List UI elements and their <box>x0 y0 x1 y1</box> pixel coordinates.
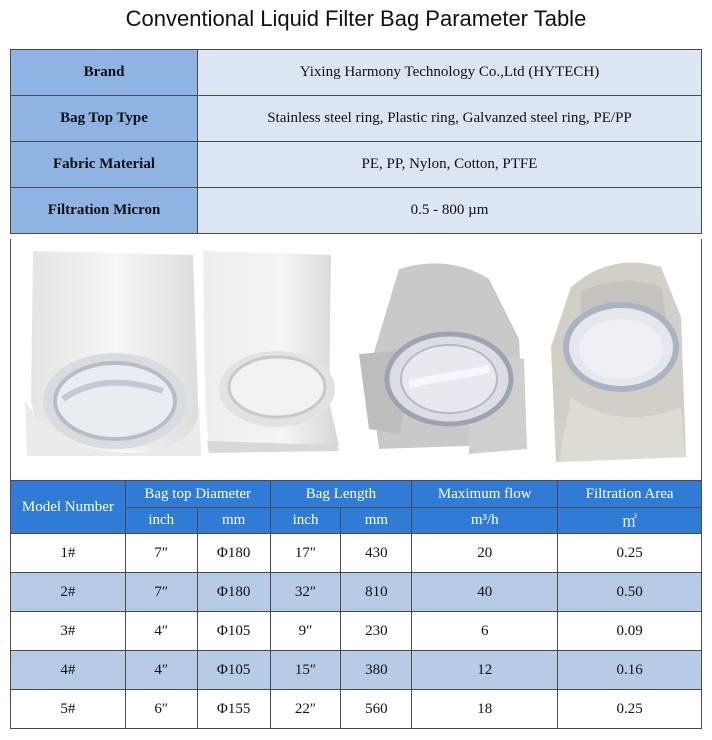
cell-flow: 12 <box>412 651 558 690</box>
col-header-model: Model Number <box>11 481 126 534</box>
cell-dia-mm: Φ155 <box>197 690 270 729</box>
spec-table <box>10 49 702 234</box>
spec-value: Stainless steel ring, Plastic ring, Galvanzed steel ring, PE/PP <box>198 96 702 142</box>
cell-model: 2# <box>11 573 126 612</box>
spec-key: Fabric Material <box>11 142 198 188</box>
cell-len-in: 15″ <box>270 651 341 690</box>
cell-model: 5# <box>11 690 126 729</box>
spec-value: 0.5 - 800 µm <box>198 188 702 234</box>
model-table <box>10 480 702 729</box>
cell-dia-in: 7″ <box>125 573 197 612</box>
spec-key: Brand <box>11 50 198 96</box>
cell-area: 0.25 <box>558 534 702 573</box>
table-row <box>11 612 702 651</box>
cell-model: 3# <box>11 612 126 651</box>
cell-model: 4# <box>11 651 126 690</box>
col-header-diameter: Bag top Diameter <box>125 481 270 508</box>
table-row <box>11 651 702 690</box>
cell-dia-mm: Φ180 <box>197 573 270 612</box>
cell-len-mm: 430 <box>341 534 412 573</box>
spec-row-brand <box>11 50 702 96</box>
cell-flow: 20 <box>412 534 558 573</box>
col-unit-inch: inch <box>125 508 197 534</box>
col-unit-area: ㎡ <box>558 508 702 534</box>
table-row <box>11 690 702 729</box>
cell-len-in: 9″ <box>270 612 341 651</box>
col-unit-mm: mm <box>197 508 270 534</box>
col-unit-flow: m³/h <box>412 508 558 534</box>
col-unit-mm: mm <box>341 508 412 534</box>
cell-model: 1# <box>11 534 126 573</box>
mesh-filter-bag-photo <box>359 259 534 469</box>
mesh-filter-bag-clear-ring-photo <box>541 257 691 472</box>
felt-filter-bag-plastic-ring-photo <box>199 251 349 471</box>
cell-flow: 6 <box>412 612 558 651</box>
cell-area: 0.09 <box>558 612 702 651</box>
cell-len-in: 22″ <box>270 690 341 729</box>
cell-len-in: 32″ <box>270 573 341 612</box>
cell-len-mm: 380 <box>341 651 412 690</box>
spec-row-bag-top-type <box>11 96 702 142</box>
cell-flow: 40 <box>412 573 558 612</box>
cell-area: 0.16 <box>558 651 702 690</box>
spec-key: Bag Top Type <box>11 96 198 142</box>
cell-dia-in: 7″ <box>125 534 197 573</box>
spec-key: Filtration Micron <box>11 188 198 234</box>
cell-dia-in: 4″ <box>125 651 197 690</box>
spec-value: Yixing Harmony Technology Co.,Ltd (HYTECH) <box>198 50 702 96</box>
cell-flow: 18 <box>412 690 558 729</box>
table-row <box>11 573 702 612</box>
table-header-row <box>11 481 702 508</box>
col-header-area: Filtration Area <box>558 481 702 508</box>
cell-dia-in: 6″ <box>125 690 197 729</box>
page-title: Conventional Liquid Filter Bag Parameter Table <box>125 6 587 31</box>
col-header-length: Bag Length <box>270 481 412 508</box>
cell-len-mm: 230 <box>341 612 412 651</box>
col-header-flow: Maximum flow <box>412 481 558 508</box>
spec-row-filtration-micron <box>11 188 702 234</box>
col-unit-inch: inch <box>270 508 341 534</box>
product-photo-strip <box>10 239 702 480</box>
spec-row-fabric-material <box>11 142 702 188</box>
cell-dia-mm: Φ105 <box>197 612 270 651</box>
felt-filter-bag-photo <box>23 251 208 471</box>
cell-area: 0.50 <box>558 573 702 612</box>
cell-len-mm: 810 <box>341 573 412 612</box>
spec-value: PE, PP, Nylon, Cotton, PTFE <box>198 142 702 188</box>
cell-len-mm: 560 <box>341 690 412 729</box>
cell-area: 0.25 <box>558 690 702 729</box>
cell-dia-mm: Φ180 <box>197 534 270 573</box>
cell-dia-mm: Φ105 <box>197 651 270 690</box>
cell-dia-in: 4″ <box>125 612 197 651</box>
cell-len-in: 17″ <box>270 534 341 573</box>
table-row <box>11 534 702 573</box>
